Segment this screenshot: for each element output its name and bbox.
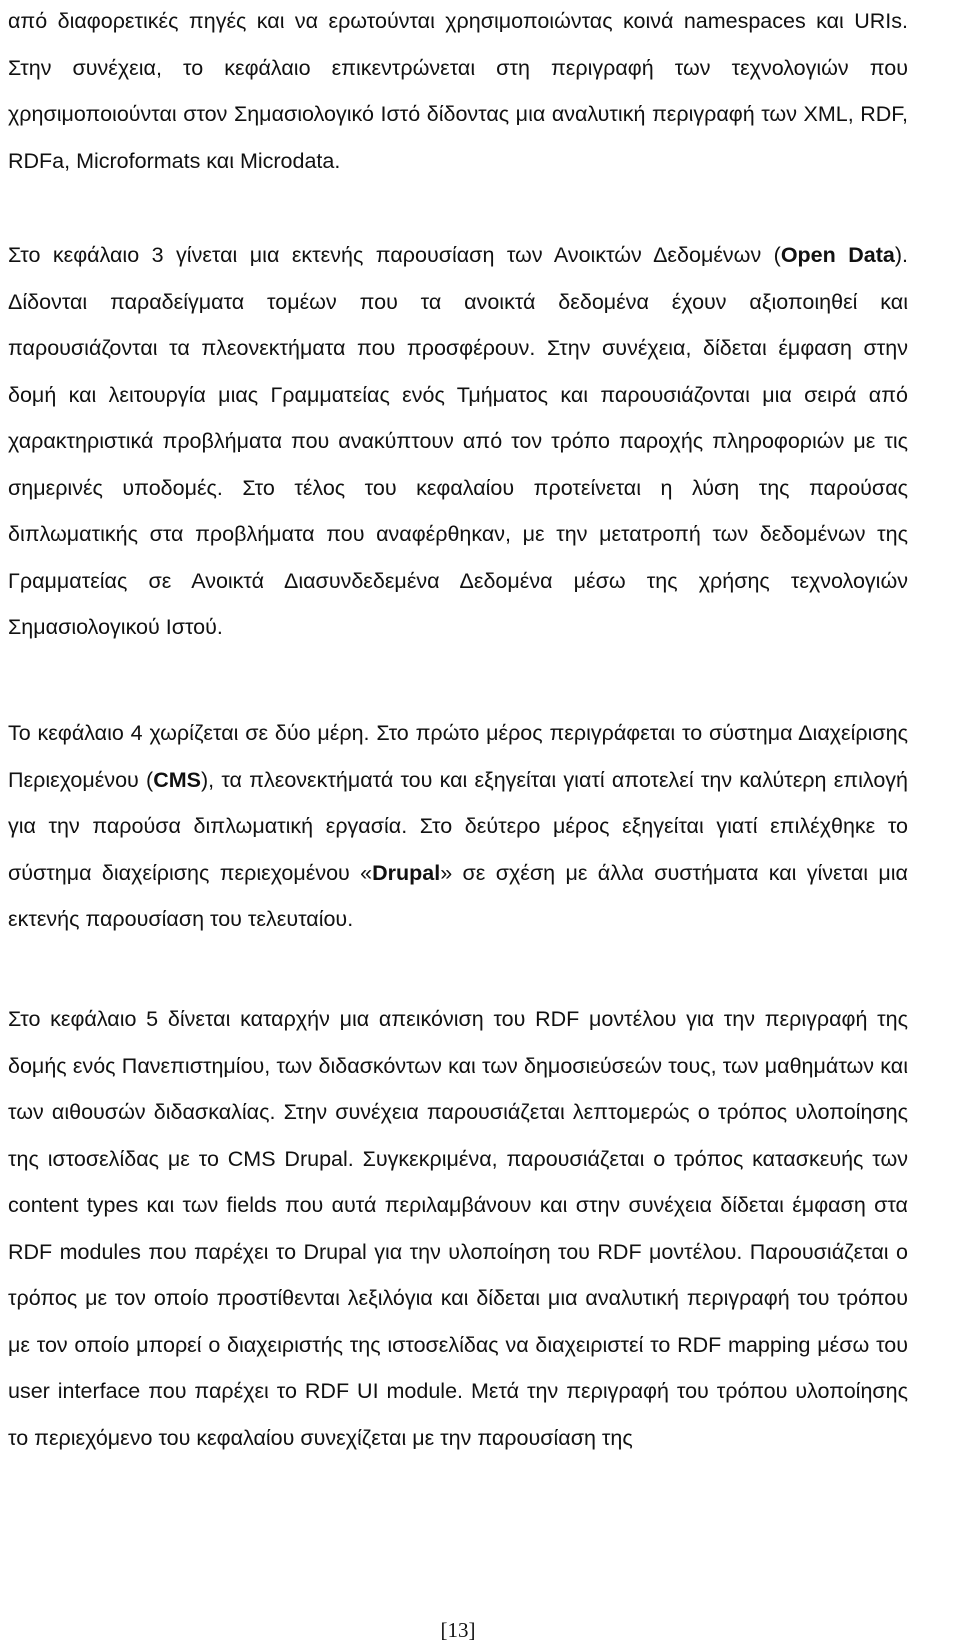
bold-term-open-data: Open Data xyxy=(780,243,895,267)
paragraph-text: από διαφορετικές πηγές και να ερωτούνται χρησιμοποιώντας κοινά namespaces και URIs. Στην συνέχεια, το κεφάλαιο επικεντρώνεται στη περιγραφή των τεχνολογιών που χρησιμοποιούνται στον Σημασιολογικό Ιστό δίδοντας μια αναλυτική περιγραφή των XML, RDF, RDFa, Microformats και Microdata. xyxy=(8,9,908,173)
bold-term-cms: CMS xyxy=(153,767,201,792)
bold-term-drupal: Drupal xyxy=(372,860,441,885)
document-page xyxy=(8,0,908,1651)
paragraph-text: » σε σχέση με άλλα συστήματα και γίνεται μια εκτενής παρουσίαση του τελευταίου. xyxy=(8,860,908,931)
paragraph-text: Στο κεφάλαιο 3 γίνεται μια εκτενής παρουσίαση των Ανοικτών Δεδομένων ( xyxy=(8,243,781,267)
paragraph-text: Το κεφάλαιο 4 χωρίζεται σε δύο μέρη. Στο πρώτο μέρος περιγράφεται το σύστημα Διαχείρισης Περιεχομένου ( xyxy=(8,721,908,792)
paragraph-chapter-4 xyxy=(8,710,908,943)
paragraph-text: ), τα πλεονεκτήματά του και εξηγείται γιατί αποτελεί την καλύτερη επιλογή για την παρούσα διπλωματική εργασία. Στο δεύτερο μέρος εξηγείται γιατί επιλέχθηκε το σύστημα διαχείρισης περιεχομένου « xyxy=(8,767,908,885)
paragraph-semantic-web-intro xyxy=(8,0,908,184)
paragraph-chapter-5 xyxy=(8,996,908,1461)
paragraph-text: ). Δίδονται παραδείγματα τομέων που τα ανοικτά δεδομένα έχουν αξιοποιηθεί και παρουσιάζονται τα πλεονεκτήματα που προσφέρουν. Στην συνέχεια, δίδεται έμφαση στην δομή και λειτουργία μιας Γραμματείας ενός Τμήματος και παρουσιάζονται μια σειρά από χαρακτηριστικά προβλήματα που ανακύπτουν από τον τρόπο παροχής πληροφοριών με τις σημερινές υποδομές. Στο τέλος του κεφαλαίου προτείνεται η λύση της παρούσας διπλωματικής στα προβλήματα που αναφέρθηκαν, με την μετατροπή των δεδομένων της Γραμματείας σε Ανοικτά Διασυνδεδεμένα Δεδομένα μέσω της χρήσης τεχνολογιών Σημασιολογικού Ιστού. xyxy=(8,243,908,639)
paragraph-chapter-3 xyxy=(8,232,908,651)
paragraph-text: Στο κεφάλαιο 5 δίνεται καταρχήν μια απεικόνιση του RDF μοντέλου για την περιγραφή της δομής ενός Πανεπιστημίου, των διδασκόντων και των δημοσιεύσεών τους, των μαθημάτων και των αιθουσών διδασκαλίας. Στην συνέχεια παρουσιάζεται λεπτομερώς ο τρόπος υλοποίησης της ιστοσελίδας με το CMS Drupal. Συγκεκριμένα, παρουσιάζεται ο τρόπος κατασκευής των content types και των fields που αυτά περιλαμβάνουν και στην συνέχεια δίδεται έμφαση στα RDF modules που παρέχει το Drupal για την υλοποίηση του RDF μοντέλου. Παρουσιάζεται ο τρόπος με τον οποίο προστίθενται λεξιλόγια και δίδεται μια αναλυτική περιγραφή του τρόπου με τον οποίο μπορεί ο διαχειριστής της ιστοσελίδας να διαχειριστεί το RDF mapping μέσω του user interface που παρέχει το RDF UI module. Μετά την περιγραφή του τρόπου υλοποίησης το περιεχόμενο του κεφαλαίου συνεχίζεται με την παρουσίαση της xyxy=(8,1007,908,1450)
page-number: [13] xyxy=(440,1618,476,1642)
